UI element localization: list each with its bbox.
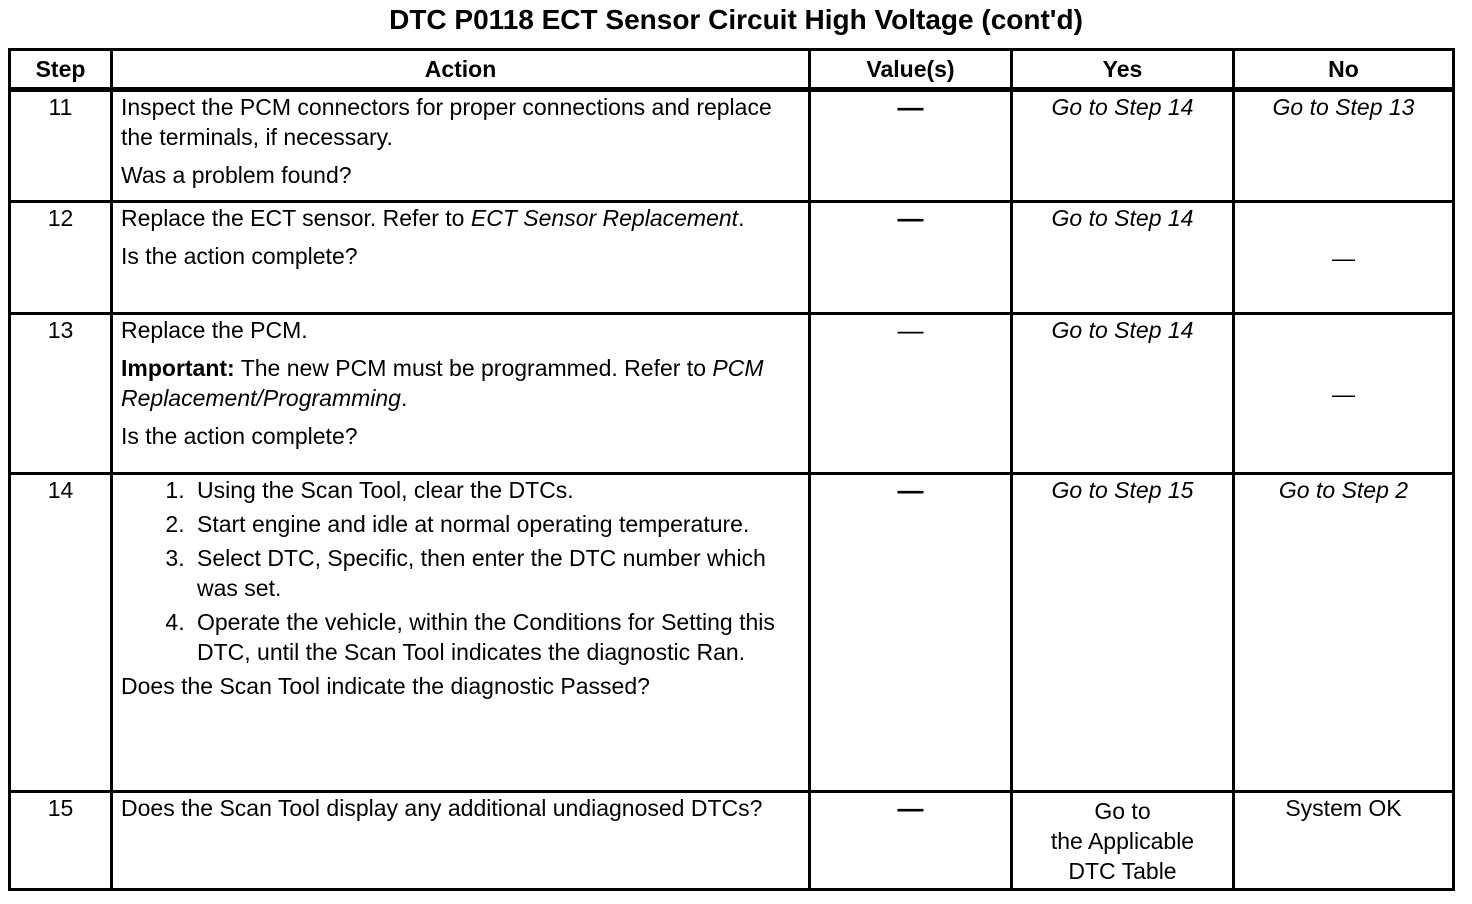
action-text-main: Replace the ECT sensor. Refer to	[121, 205, 471, 231]
header-no: No	[1234, 50, 1454, 90]
action-cell	[112, 314, 810, 474]
action-question: Does the Scan Tool indicate the diagnostic Passed?	[121, 673, 650, 699]
no-cell: Go to Step 2	[1234, 474, 1454, 792]
list-item: 1. Using the Scan Tool, clear the DTCs.	[191, 475, 800, 505]
yes-cell: Go to Step 15	[1012, 474, 1234, 792]
yes-cell: Go to Step 14	[1012, 314, 1234, 474]
action-cell	[112, 90, 810, 202]
action-reference: ECT Sensor Replacement	[470, 205, 739, 231]
important-label: Important:	[121, 355, 235, 381]
header-step: Step	[10, 50, 112, 90]
action-text: Replace the PCM.	[121, 317, 308, 343]
yes-cell: Go to Step 14	[1012, 90, 1234, 202]
action-cell	[112, 202, 810, 314]
step-number: 14	[10, 474, 112, 792]
important-text: The new PCM must be programmed. Refer to	[234, 355, 713, 381]
value-cell: —	[810, 90, 1012, 202]
action-cell	[112, 474, 810, 792]
important-end: .	[400, 385, 408, 411]
page-title: DTC P0118 ECT Sensor Circuit High Voltage (cont'd)	[389, 4, 1083, 35]
no-cell: —	[1234, 202, 1454, 314]
table-row-step-14	[10, 474, 1454, 792]
yes-cell: Go to Step 14	[1012, 202, 1234, 314]
header-row	[10, 50, 1454, 90]
yes-line: DTC Table	[1068, 857, 1177, 884]
list-item: 4. Operate the vehicle, within the Conditions for Setting this DTC, until the Scan Tool indicates the diagnostic Ran.	[191, 607, 800, 667]
action-cell	[112, 792, 810, 890]
action-question: Is the action complete?	[121, 243, 358, 269]
no-cell: —	[1234, 314, 1454, 474]
step-number: 15	[10, 792, 112, 890]
step-number: 13	[10, 314, 112, 474]
no-cell: System OK	[1234, 792, 1454, 890]
diagnostic-table	[8, 48, 1455, 891]
list-item: 3. Select DTC, Specific, then enter the DTC number which was set.	[191, 543, 800, 603]
table-row-step-13	[10, 314, 1454, 474]
step-number: 11	[10, 90, 112, 202]
step-number: 12	[10, 202, 112, 314]
action-text	[121, 203, 800, 233]
procedure-list	[121, 475, 800, 667]
value-cell: —	[810, 474, 1012, 792]
yes-cell	[1012, 792, 1234, 890]
yes-line: Go to	[1094, 797, 1151, 824]
table-row-step-15	[10, 792, 1454, 890]
action-question: Is the action complete?	[121, 423, 358, 449]
important-reference: PCM Replacement/Programming	[121, 355, 764, 411]
value-cell: —	[810, 202, 1012, 314]
no-cell: Go to Step 13	[1234, 90, 1454, 202]
action-text: Inspect the PCM connectors for proper connections and replace the terminals, if necessary.	[121, 94, 772, 150]
value-cell: —	[810, 792, 1012, 890]
list-item: 2. Start engine and idle at normal operating temperature.	[191, 509, 800, 539]
important-note	[121, 353, 800, 413]
value-cell: —	[810, 314, 1012, 474]
action-question: Was a problem found?	[121, 162, 352, 188]
action-text-end: .	[738, 205, 745, 231]
table-row-step-12	[10, 202, 1454, 314]
header-values: Value(s)	[810, 50, 1012, 90]
header-yes: Yes	[1012, 50, 1234, 90]
action-question: Does the Scan Tool display any additional undiagnosed DTCs?	[121, 795, 763, 821]
header-action: Action	[112, 50, 810, 90]
yes-line: the Applicable	[1050, 827, 1195, 854]
table-row-step-11	[10, 90, 1454, 202]
